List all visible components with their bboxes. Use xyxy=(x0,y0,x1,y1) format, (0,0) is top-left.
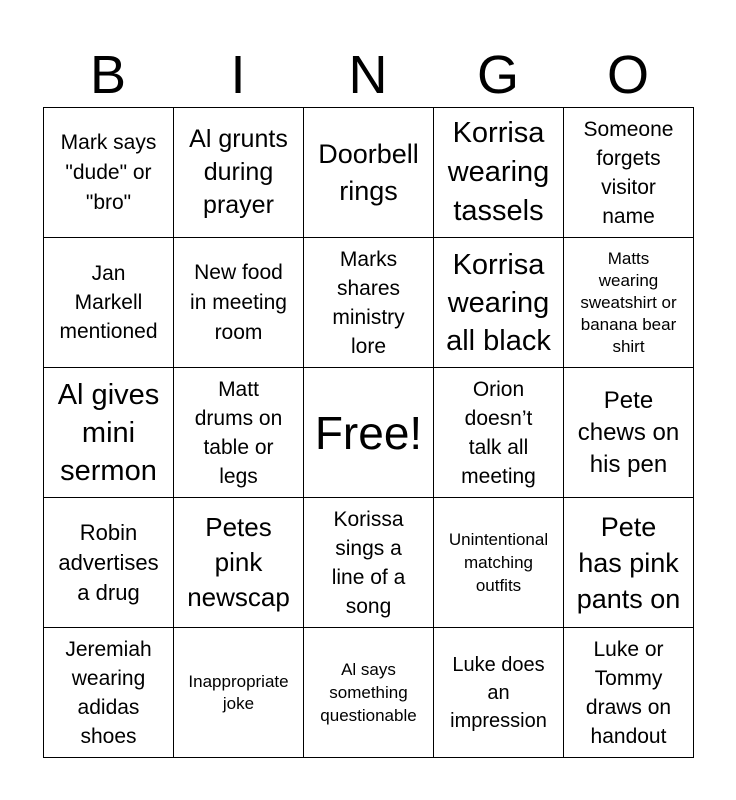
bingo-cell[interactable]: Korrisa wearing tassels xyxy=(434,108,564,238)
bingo-cell[interactable]: Al gives mini sermon xyxy=(44,368,174,498)
bingo-cell[interactable]: Unintentional matching outfits xyxy=(434,498,564,628)
bingo-cell[interactable]: Jeremiah wearing adidas shoes xyxy=(44,628,174,758)
header-letter-b: B xyxy=(89,45,127,105)
header-letter-n: N xyxy=(348,45,388,105)
bingo-cell[interactable]: Jan Markell mentioned xyxy=(44,238,174,368)
bingo-cell[interactable]: Robin advertises a drug xyxy=(44,498,174,628)
bingo-cell[interactable]: Matts wearing sweatshirt or banana bear shirt xyxy=(564,238,694,368)
bingo-cell[interactable]: Marks shares ministry lore xyxy=(304,238,434,368)
header-letter-o: O xyxy=(606,45,649,105)
bingo-cell[interactable]: Korrisa wearing all black xyxy=(434,238,564,368)
bingo-board xyxy=(43,107,694,758)
bingo-cell[interactable]: Orion doesn’t talk all meeting xyxy=(434,368,564,498)
bingo-cell[interactable]: Al grunts during prayer xyxy=(174,108,304,238)
header-letter-i: I xyxy=(230,45,246,105)
bingo-cell[interactable]: Pete has pink pants on xyxy=(564,498,694,628)
bingo-cell[interactable]: Pete chews on his pen xyxy=(564,368,694,498)
bingo-cell[interactable]: Korissa sings a line of a song xyxy=(304,498,434,628)
bingo-cell[interactable]: Petes pink newscap xyxy=(174,498,304,628)
bingo-cell[interactable]: New food in meeting room xyxy=(174,238,304,368)
bingo-cell[interactable]: Al says something questionable xyxy=(304,628,434,758)
bingo-cell[interactable]: Luke does an impression xyxy=(434,628,564,758)
bingo-cell[interactable]: Mark says "dude" or "bro" xyxy=(44,108,174,238)
header-letter-g: G xyxy=(476,45,519,105)
bingo-cell[interactable]: Doorbell rings xyxy=(304,108,434,238)
bingo-free-space[interactable]: Free! xyxy=(304,368,434,498)
bingo-cell[interactable]: Matt drums on table or legs xyxy=(174,368,304,498)
bingo-cell[interactable]: Inappropriate joke xyxy=(174,628,304,758)
bingo-cell[interactable]: Luke or Tommy draws on handout xyxy=(564,628,694,758)
bingo-cell[interactable]: Someone forgets visitor name xyxy=(564,108,694,238)
